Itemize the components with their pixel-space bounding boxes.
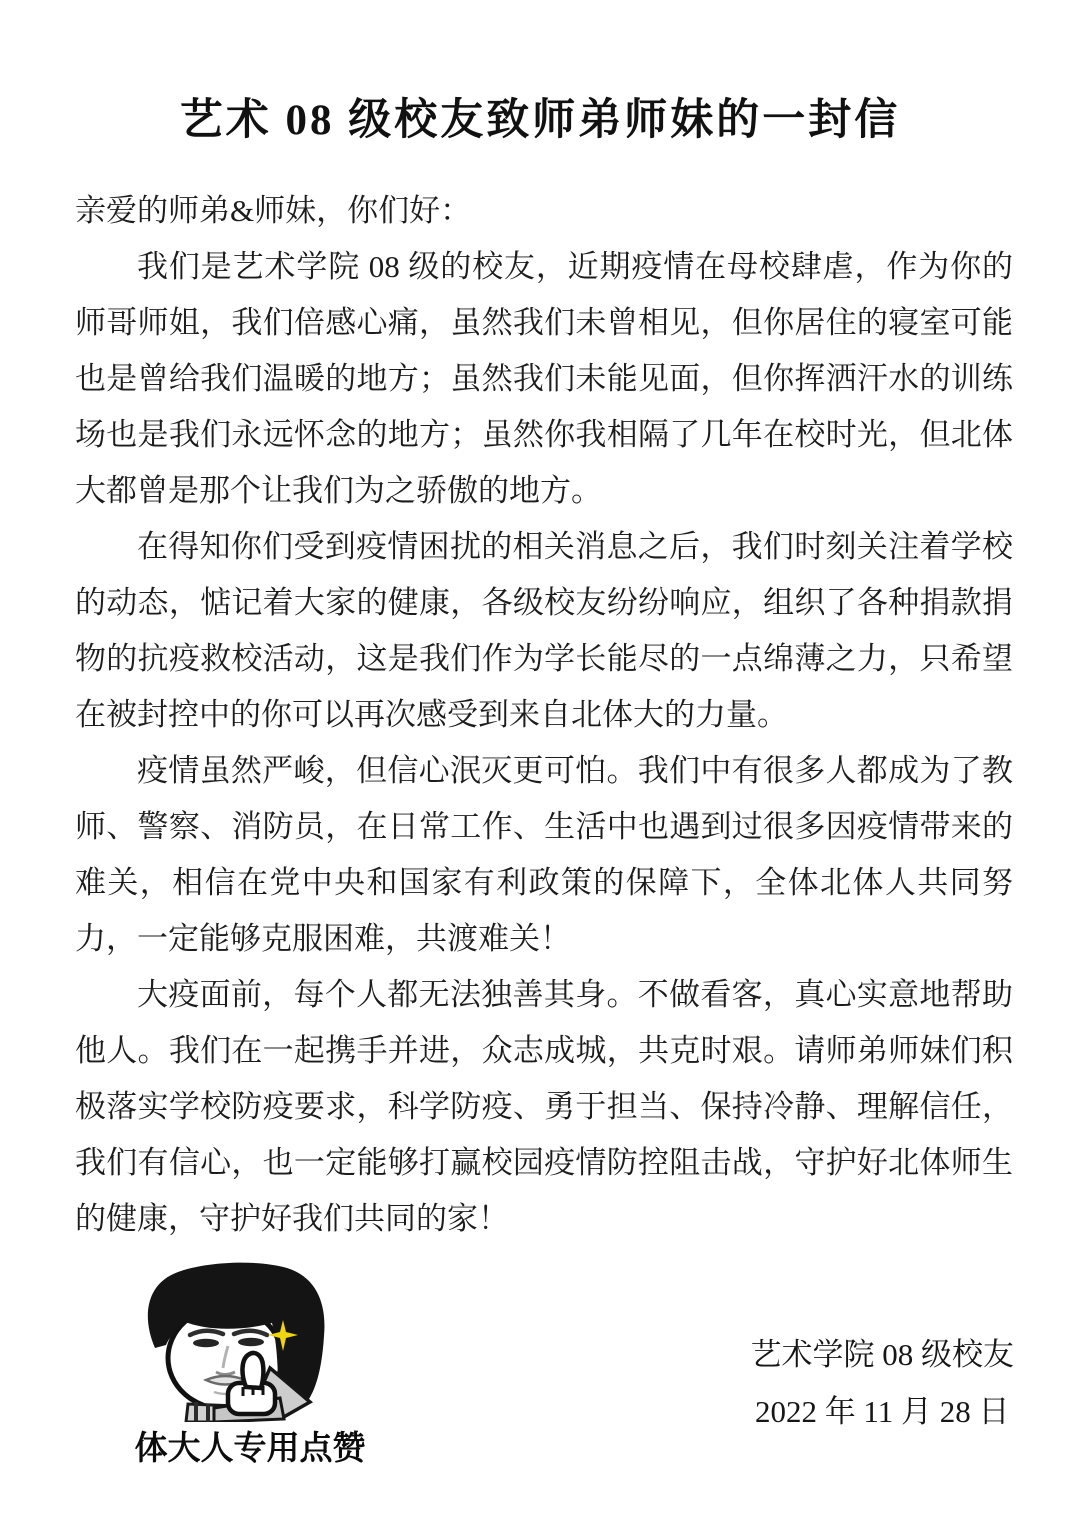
- letter-title: 艺术 08 级校友致师弟师妹的一封信: [179, 97, 901, 144]
- paragraph-4: 大疫面前，每个人都无法独善其身。不做看客，真心实意地帮助他人。我们在一起携手并进，众志成城，共克时艰。请师弟师妹们积极落实学校防疫要求，科学防疫、勇于担当、保持冷静、理解信任，我们有信心，也一定能够打赢校园疫情防控阻击战，守护好北体师生的健康，守护好我们共同的家！: [75, 977, 1013, 1236]
- paragraph-2: 在得知你们受到疫情困扰的相关消息之后，我们时刻关注着学校的动态，惦记着大家的健康，各级校友纷纷响应，组织了各种捐款捐物的抗疫救校活动，这是我们作为学长能尽的一点绵薄之力，只希望在被封控中的你可以再次感受到来自北体大的力量。: [75, 529, 1013, 732]
- paragraph-3: 疫情虽然严峻，但信心泯灭更可怕。我们中有很多人都成为了教师、警察、消防员，在日常工作、生活中也遇到过很多因疫情带来的难关，相信在党中央和国家有利政策的保障下，全体北体人共同努力，一定能够克服困难，共渡难关！: [75, 753, 1013, 956]
- sticker-caption: 体大人专用点赞: [134, 1428, 366, 1467]
- letter-body: [75, 183, 1013, 1247]
- signature-block: [751, 1326, 1015, 1440]
- paragraph-1: 我们是艺术学院 08 级的校友，近期疫情在母校肆虐，作为你的师哥师姐，我们倍感心痛，虽然我们未曾相见，但你居住的寝室可能也是曾给我们温暖的地方；虽然我们未能见面，但你挥洒汗水的训练场也是我们永远怀念的地方；虽然你我相隔了几年在校时光，但北体大都曾是那个让我们为之骄傲的地方。: [75, 249, 1013, 508]
- thumbs-up-sticker: [126, 1256, 374, 1469]
- signature-author: 艺术学院 08 级校友: [750, 1337, 1014, 1372]
- salutation-line: 亲爱的师弟&师妹，你们好：: [75, 193, 472, 228]
- thumbs-up-meme-icon: [130, 1256, 370, 1422]
- signature-date: 2022 年 11 月 28 日: [754, 1394, 1010, 1429]
